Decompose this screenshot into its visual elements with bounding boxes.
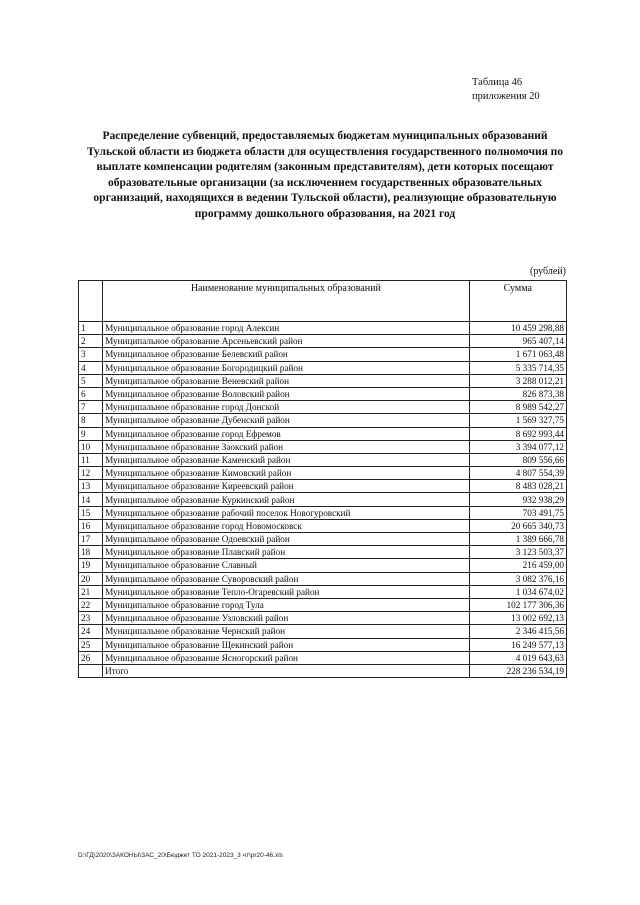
row-sum-cell: 1 389 666,78 bbox=[469, 533, 566, 546]
row-name-cell: Муниципальное образование город Новомосковск bbox=[103, 519, 470, 532]
table-row bbox=[79, 638, 567, 651]
row-name-cell: Муниципальное образование город Донской bbox=[103, 401, 470, 414]
row-sum-cell: 16 249 577,13 bbox=[469, 638, 566, 651]
header-sum-cell: Сумма bbox=[469, 281, 566, 322]
row-sum-cell: 20 665 340,73 bbox=[469, 519, 566, 532]
row-sum-cell: 13 002 692,13 bbox=[469, 612, 566, 625]
row-number-cell: 7 bbox=[79, 401, 103, 414]
table-row bbox=[79, 559, 567, 572]
row-sum-cell: 1 671 063,48 bbox=[469, 348, 566, 361]
row-name-cell: Муниципальное образование Арсеньевский район bbox=[103, 335, 470, 348]
table-header-row bbox=[79, 281, 567, 322]
row-number-cell: 25 bbox=[79, 638, 103, 651]
header-number-cell bbox=[79, 281, 103, 322]
row-name-cell: Муниципальное образование Славный bbox=[103, 559, 470, 572]
row-number-cell: 20 bbox=[79, 572, 103, 585]
row-sum-cell: 4 807 554,39 bbox=[469, 467, 566, 480]
table-row bbox=[79, 387, 567, 400]
table-row bbox=[79, 572, 567, 585]
document-title: Распределение субвенций, предоставляемых бюджетам муниципальных образований Тульской области из бюджета области для осуществления государственного полномочия по выплате компенсации родителям (законным представителям), дети которых посещают образовательные организации (за исключением государственных образовательных организаций, находящихся в ведении Тульской области), реализующие образовательную программу дошкольного образования, на 2021 год bbox=[86, 130, 564, 220]
table-body bbox=[79, 322, 567, 678]
row-number-cell: 15 bbox=[79, 506, 103, 519]
row-sum-cell: 826 873,38 bbox=[469, 387, 566, 400]
table-row bbox=[79, 348, 567, 361]
row-name-cell: Итого bbox=[103, 664, 470, 677]
row-number-cell: 3 bbox=[79, 348, 103, 361]
row-sum-cell: 3 288 012,21 bbox=[469, 374, 566, 387]
row-sum-cell: 8 483 028,21 bbox=[469, 480, 566, 493]
row-number-cell: 5 bbox=[79, 374, 103, 387]
row-name-cell: Муниципальное образование рабочий поселок Новогуровский bbox=[103, 506, 470, 519]
table-row bbox=[79, 427, 567, 440]
total-row bbox=[79, 664, 567, 677]
row-name-cell: Муниципальное образование Воловский район bbox=[103, 387, 470, 400]
row-number-cell: 18 bbox=[79, 546, 103, 559]
row-name-cell: Муниципальное образование Суворовский район bbox=[103, 572, 470, 585]
row-sum-cell: 3 082 376,16 bbox=[469, 572, 566, 585]
appendix-label: приложения 20 bbox=[472, 91, 540, 102]
table-row bbox=[79, 361, 567, 374]
row-name-cell: Муниципальное образование Тепло-Огаревский район bbox=[103, 585, 470, 598]
row-sum-cell: 1 034 674,02 bbox=[469, 585, 566, 598]
row-number-cell: 19 bbox=[79, 559, 103, 572]
row-number-cell bbox=[79, 664, 103, 677]
row-name-cell: Муниципальное образование Одоевский район bbox=[103, 533, 470, 546]
row-sum-cell: 1 569 327,75 bbox=[469, 414, 566, 427]
row-sum-cell: 3 123 503,37 bbox=[469, 546, 566, 559]
table-row bbox=[79, 440, 567, 453]
row-sum-cell: 4 019 643,63 bbox=[469, 651, 566, 664]
row-name-cell: Муниципальное образование Веневский район bbox=[103, 374, 470, 387]
row-number-cell: 26 bbox=[79, 651, 103, 664]
row-number-cell: 17 bbox=[79, 533, 103, 546]
row-name-cell: Муниципальное образование Киреевский район bbox=[103, 480, 470, 493]
row-number-cell: 16 bbox=[79, 519, 103, 532]
table-number-label: Таблица 46 bbox=[472, 77, 523, 88]
table-row bbox=[79, 335, 567, 348]
row-name-cell: Муниципальное образование Заокский район bbox=[103, 440, 470, 453]
table-row bbox=[79, 612, 567, 625]
row-sum-cell: 228 236 534,19 bbox=[469, 664, 566, 677]
row-sum-cell: 965 407,14 bbox=[469, 335, 566, 348]
row-number-cell: 10 bbox=[79, 440, 103, 453]
table-row bbox=[79, 585, 567, 598]
row-number-cell: 4 bbox=[79, 361, 103, 374]
table-reference bbox=[472, 76, 592, 104]
header-name-cell: Наименование муниципальных образований bbox=[103, 281, 470, 322]
units-label: (рублей) bbox=[529, 266, 566, 277]
row-number-cell: 1 bbox=[79, 322, 103, 335]
row-sum-cell: 216 459,00 bbox=[469, 559, 566, 572]
row-name-cell: Муниципальное образование Ясногорский район bbox=[103, 651, 470, 664]
file-path-footer: D:\ГД\2020\ЗАКОНЫ\ЗАС_20\Бюджет ТО 2021-2023_3 чт\pr20-46.xls bbox=[78, 852, 283, 859]
row-name-cell: Муниципальное образование Чернский район bbox=[103, 625, 470, 638]
row-sum-cell: 932 938,29 bbox=[469, 493, 566, 506]
table-row bbox=[79, 506, 567, 519]
row-number-cell: 23 bbox=[79, 612, 103, 625]
row-name-cell: Муниципальное образование город Тула bbox=[103, 598, 470, 611]
table-row bbox=[79, 625, 567, 638]
row-number-cell: 6 bbox=[79, 387, 103, 400]
table-row bbox=[79, 467, 567, 480]
row-name-cell: Муниципальное образование Плавский район bbox=[103, 546, 470, 559]
row-number-cell: 24 bbox=[79, 625, 103, 638]
row-name-cell: Муниципальное образование Каменский район bbox=[103, 453, 470, 466]
table-row bbox=[79, 480, 567, 493]
row-number-cell: 11 bbox=[79, 453, 103, 466]
table-row bbox=[79, 453, 567, 466]
table-row bbox=[79, 493, 567, 506]
row-sum-cell: 3 394 077,12 bbox=[469, 440, 566, 453]
table-row bbox=[79, 651, 567, 664]
table-row bbox=[79, 598, 567, 611]
table-row bbox=[79, 322, 567, 335]
row-number-cell: 2 bbox=[79, 335, 103, 348]
row-sum-cell: 809 556,66 bbox=[469, 453, 566, 466]
row-sum-cell: 8 989 542,27 bbox=[469, 401, 566, 414]
row-number-cell: 8 bbox=[79, 414, 103, 427]
distribution-table bbox=[78, 280, 567, 678]
table-row bbox=[79, 414, 567, 427]
row-name-cell: Муниципальное образование Щекинский район bbox=[103, 638, 470, 651]
row-sum-cell: 8 692 993,44 bbox=[469, 427, 566, 440]
row-sum-cell: 102 177 306,36 bbox=[469, 598, 566, 611]
row-name-cell: Муниципальное образование Дубенский район bbox=[103, 414, 470, 427]
table-row bbox=[79, 533, 567, 546]
row-name-cell: Муниципальное образование город Ефремов bbox=[103, 427, 470, 440]
row-name-cell: Муниципальное образование город Алексин bbox=[103, 322, 470, 335]
row-sum-cell: 2 346 415,56 bbox=[469, 625, 566, 638]
row-number-cell: 12 bbox=[79, 467, 103, 480]
table-row bbox=[79, 519, 567, 532]
row-number-cell: 13 bbox=[79, 480, 103, 493]
row-sum-cell: 10 459 298,88 bbox=[469, 322, 566, 335]
row-name-cell: Муниципальное образование Узловский район bbox=[103, 612, 470, 625]
table-row bbox=[79, 546, 567, 559]
row-number-cell: 14 bbox=[79, 493, 103, 506]
row-sum-cell: 703 491,75 bbox=[469, 506, 566, 519]
row-number-cell: 22 bbox=[79, 598, 103, 611]
row-number-cell: 9 bbox=[79, 427, 103, 440]
row-name-cell: Муниципальное образование Куркинский район bbox=[103, 493, 470, 506]
row-name-cell: Муниципальное образование Белевский район bbox=[103, 348, 470, 361]
row-name-cell: Муниципальное образование Богородицкий район bbox=[103, 361, 470, 374]
table-row bbox=[79, 374, 567, 387]
row-name-cell: Муниципальное образование Кимовский район bbox=[103, 467, 470, 480]
row-sum-cell: 5 335 714,35 bbox=[469, 361, 566, 374]
row-number-cell: 21 bbox=[79, 585, 103, 598]
table-row bbox=[79, 401, 567, 414]
